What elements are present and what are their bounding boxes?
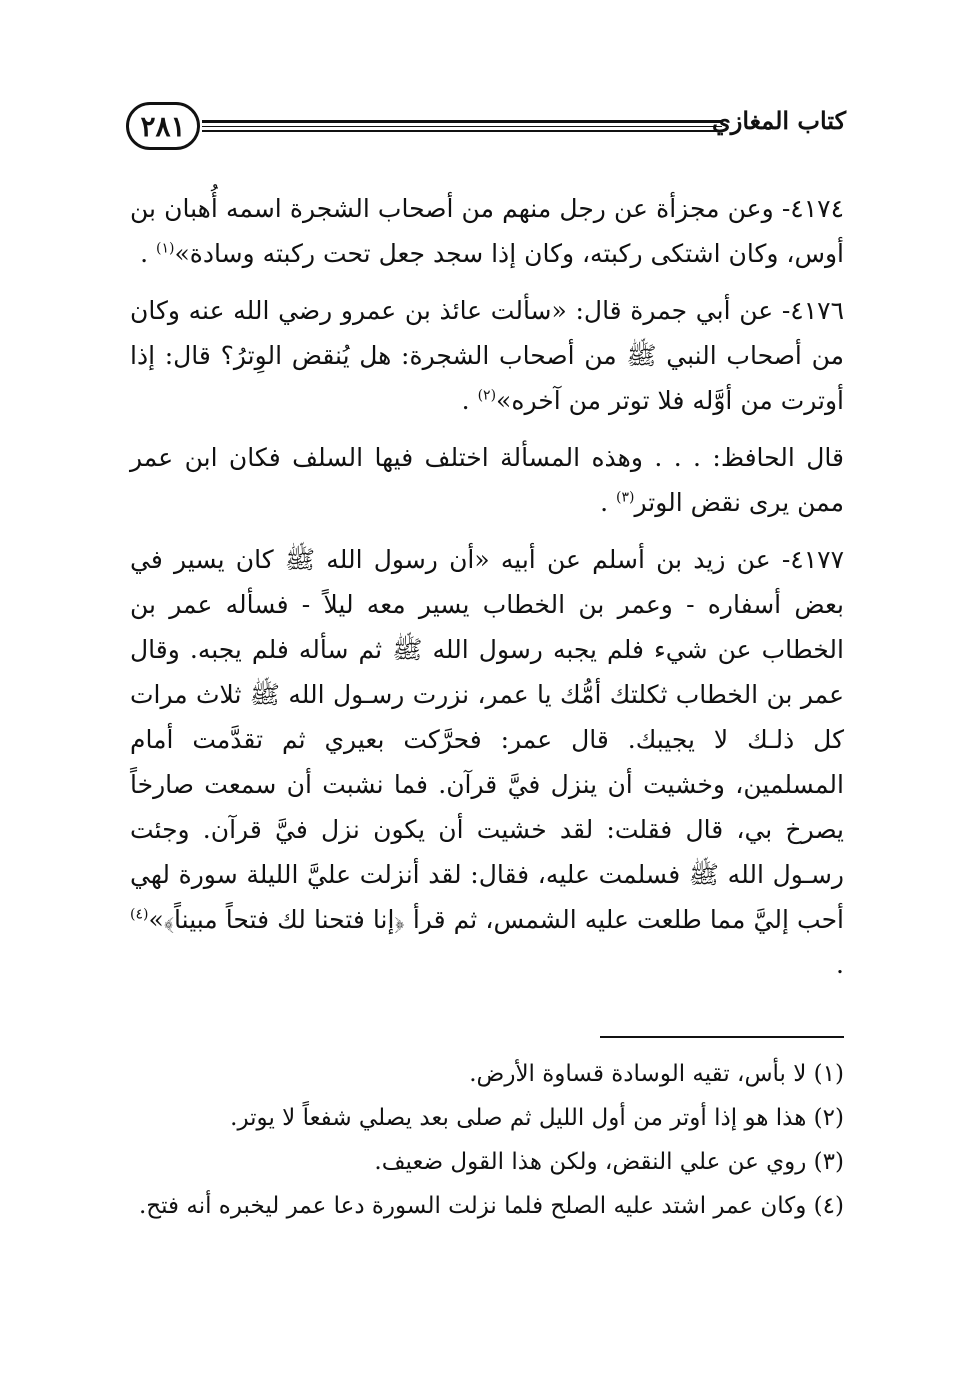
footnote-ref: (٢) (477, 387, 497, 404)
hadith-4177 (130, 537, 844, 987)
paragraph-end: . (461, 386, 478, 415)
paragraph-text: ٤١٧٦- عن أبي جمرة قال: «سألت عائذ بن عمرو رضي الله عنه وكان من أصحاب النبي ﷺ من أصحاب الشجرة: هل يُنقض الوِترُ؟ قال: إذا أوترت من أوَّله فلا توتر من آخره» (130, 296, 844, 415)
hadith-4174 (130, 186, 844, 276)
hafiz-comment (130, 435, 844, 525)
paragraph-text: ٤١٧٧- عن زيد بن أسلم عن أبيه «أن رسول الله ﷺ كان يسير في بعض أسفاره - وعمر بن الخطاب يسير معه ليلاً - فسأله عمر بن الخطاب عن شيء فلم يجبه رسول الله ﷺ ثم سأله فلم يجبه. وقال عمر بن الخطاب ثكلتك أمُّك يا عمر، نزرت رسـول الله ﷺ ثلاث مرات كل ذلـك لا يجيبك. قال عمر: فحرَّكت بعيري ثم تقدَّمت أمام المسلمين، وخشيت أن ينزل فيَّ قرآن. فما نشبت أن سمعت صارخاً يصرخ بي، قال فقلت: لقد خشيت أن يكون نزل فيَّ قرآن. وجئت رسـول الله ﷺ فسلمت عليه، فقال: لقد أنزلت عليَّ الليلة سورة لهي أحب إليَّ مما طلعت عليه الشمس، ثم قرأ ﴿إنا فتحنا لك فتحاً مبيناً﴾» (130, 545, 844, 934)
paragraph-end: . (836, 950, 844, 979)
paragraph-text: قال الحافظ: . . . وهذه المسألة اختلف فيها السلف فكان ابن عمر ممن يرى نقض الوتر (130, 443, 844, 517)
book-title: كتاب المغازي (711, 106, 846, 135)
footnote-ref: (٣) (616, 489, 635, 506)
footnotes (130, 1052, 844, 1228)
paragraph-end: . (140, 239, 156, 268)
hadith-4176 (130, 288, 844, 423)
footnote-3: (٣) روي عن علي النقض، ولكن هذا القول ضعيف. (374, 1149, 844, 1175)
page-number: ٢٨١ (126, 102, 200, 150)
page-header (126, 100, 846, 160)
paragraph-end: . (600, 488, 617, 517)
footnote-separator (600, 1036, 844, 1038)
footnote-ref: (٤) (130, 906, 149, 923)
footnote-2: (٢) هذا هو إذا أوتر من أول الليل ثم صلى بعد يصلي شفعاً لا يوتر. (230, 1105, 844, 1131)
footnote-1: (١) لا بأس، تقيه الوسادة قساوة الأرض. (469, 1061, 844, 1087)
footnote-4: (٤) وكان عمر اشتد عليه الصلح فلما نزلت السورة دعا عمر ليخبره أنه فتح. (138, 1193, 844, 1219)
footnote-ref: (١) (155, 240, 175, 257)
header-rule (202, 120, 722, 132)
main-text (130, 186, 844, 999)
paragraph-text: ٤١٧٤- وعن مجزأة عن رجل منهم من أصحاب الشجرة اسمه أُهبان بن أوس، وكان اشتكى ركبته، وكان إذا سجد جعل تحت ركبته وسادة» (130, 194, 844, 268)
